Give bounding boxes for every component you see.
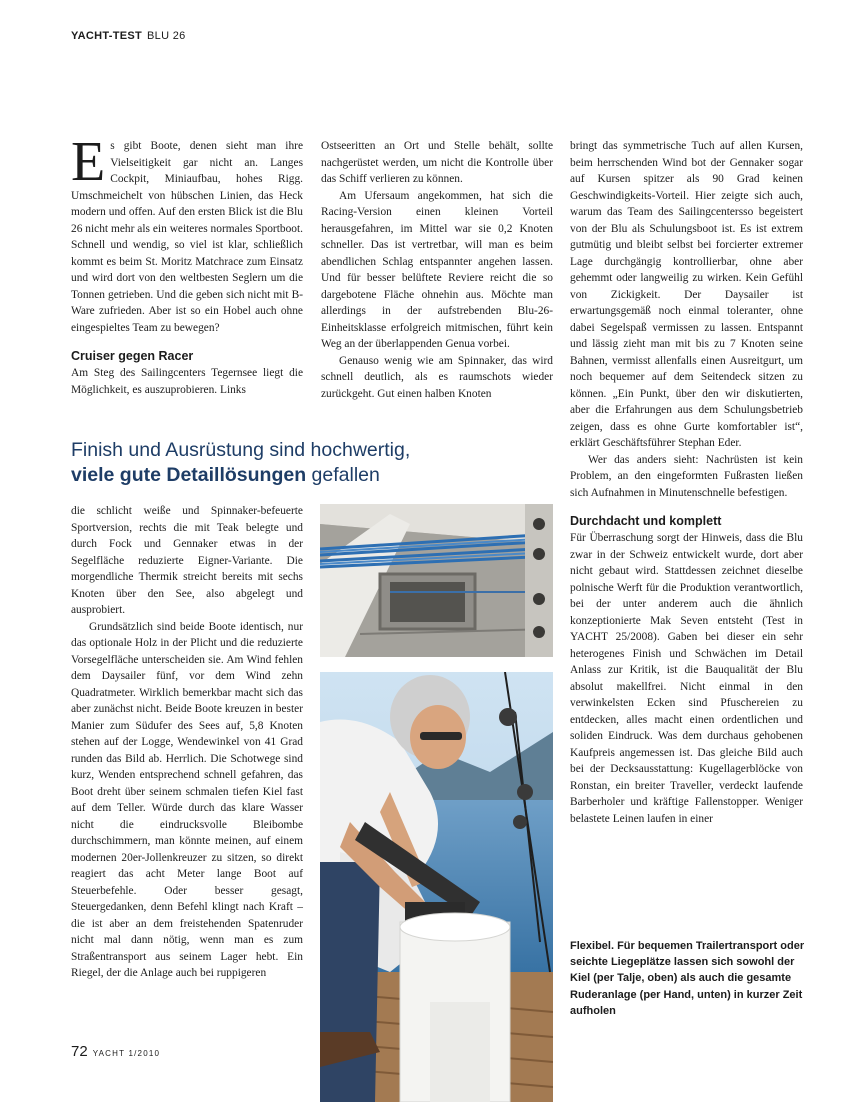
paragraph: Für Überraschung sorgt der Hinweis, dass die Blu zwar in der Schweiz entwickelt wurde, dort aber nicht gebaut wird. Stattdessen zeichnet dieselbe polnische Werft für die Produktion verantwortlich, bei der unter anderem auch die ähnlich konzeptionierte Mak Seven entsteht (Test in YACHT 25/2008). Gaben bei dieser ein sehr heterogenes Finish und Schwächen im Detail Anlass zur Kritik, ist die Bauqualität der Blu absolut makellfrei. Nicht einmal in den verwinkelsten Ecken sind Pfuschereien zu entdecken, alles macht einen ordentlichen und soliden Eindruck. Was dem durchaus gehobenen Kaufpreis angemessen ist. Das gleiche Bild auch bei der Decksausstattung: Kugellagerblöcke von Ronstan, ein breiter Traveller, verdeckt laufende Barberholer und kräftige Fallenstopper. Weniger belastete Leinen laufen in einer bbox=[570, 532, 803, 825]
intro-paragraph: Es gibt Boote, denen sieht man ihre Vielseitigkeit gar nicht an. Langes Cockpit, Miniaufbau, hohes Rigg. Umschmeichelt von hübschen Linien, das Heck modern und offen. Auf den ersten Blick ist die Blu 26 nicht mehr als ein weiteres normales Sportboot. Schnell und wendig, so viel ist klar, schließlich kommt es beim St. Moritz Matchrace zum Einsatz und wird dort von den weltbesten Seglern um die Tonnen getrieben. Und die geben sich nicht mit B-Ware zufrieden. Aber ist so ein Hobel auch ohne eingespieltes Team zu bewegen? bbox=[71, 131, 303, 334]
paragraph: bringt das symmetrische Tuch auf allen Kursen, beim herrschenden Wind bot der Gennaker sogar auf Kursen spitzer als 90 Grad keinen Geschwindigkeits-Vorteil. Hier zeigte sich auch, warum das Team des Sailingcentersso begeistert von der Blu als Schulungsboot ist. Es ist extrem gutmütig und bleibt selbst bei forcierter extremer Lage durchgängig kontrollierbar, ohne aber gehemmt oder langweilig zu wirken. Kein Gefühl von Zickigkeit. Der Daysailer ist erwartungsgemäß noch einmal toleranter, ohne dabei Segelspaß vermissen zu lassen. Entspannt und lässig zieht man mit bis zu 7 Knoten seine Bahnen, vermisst allenfalls einen Ausreitgurt, um noch bequemer auf dem Seitendeck sitzen zu können. „Ein Punkt, über den wir diskutierten, aber die Erfahrungen aus dem Schulungsbetrieb zeigen, dass es ohne Gurte komfortabler ist“, erklärt Geschäftsführer Stephan Eder. bbox=[570, 140, 803, 449]
pull-quote-line-1: Finish und Ausrüstung sind hochwertig, bbox=[71, 439, 411, 461]
section-label: YACHT-TEST bbox=[71, 30, 143, 42]
article-column-1 bbox=[71, 131, 303, 398]
test-model-label: BLU 26 bbox=[147, 30, 186, 42]
paragraph: Am Steg des Sailingcenters Tegernsee liegt die Möglichkeit, es auszuprobieren. Links bbox=[71, 367, 303, 396]
pull-quote bbox=[71, 438, 551, 488]
subhead-durchdacht: Durchdacht und komplett bbox=[570, 514, 722, 528]
article-column-2 bbox=[321, 138, 553, 402]
subhead-cruiser-racer: Cruiser gegen Racer bbox=[71, 349, 194, 363]
rudder-lifting-photo bbox=[320, 672, 553, 1102]
paragraph: die schlicht weiße und Spinnaker-befeuerte Sportversion, rechts die mit Teak belegte und durch Fock und Gennaker etwas in der Segelfläche reduzierte Eigner-Variante. Die morgendliche Thermik streicht bereits mit sechs Knoten über den See, also abgelegt und ausprobiert. bbox=[71, 505, 303, 616]
drop-cap: E bbox=[71, 131, 106, 193]
article-column-3 bbox=[570, 138, 803, 827]
magazine-issue: YACHT 1/2010 bbox=[92, 1049, 161, 1058]
pull-quote-line-2: viele gute Detaillösungen gefallen bbox=[71, 464, 380, 486]
paragraph: Ostseeritten an Ort und Stelle behält, sollte nachgerüstet werden, um nicht die Kontrolle über das Schiff verlieren zu können. bbox=[321, 140, 553, 185]
rudder-lifting-illustration bbox=[320, 672, 553, 1102]
page-footer bbox=[71, 1043, 160, 1061]
photo-caption: Flexibel. Für bequemen Trailertransport oder seichte Liegeplätze lassen sich sowohl der Kiel (per Talje, oben) als auch die gesamte Ruderanlage (per Hand, unten) in kurzer Zeit aufholen bbox=[570, 940, 805, 1017]
paragraph: Grundsätzlich sind beide Boote identisch, nur das optionale Holz in der Plicht und die reduzierte Vorsegelfläche unterscheiden sie. Am Wind fehlen dem Daysailer fünf, vor dem Wind zehn Quadratmeter. Wirklich bemerkbar macht sich das aber zunächst nicht. Beide Boote kreuzen in bester Manier zum Südufer des Sees auf, 5,8 Knoten stehen auf der Logge, Wendewinkel von 41 Grad runden das Bild ab. Herrlich. Die Schotwege sind kurz, Wenden entsprechend schnell gefahren, das Boot dreht über seinem schmalen tiefen Kiel fast auf dem Teller. Würde durch das klare Wasser nicht die eindrucksvolle Bleibombe durchschimmern, man könnte meinen, auf einem modernen 20er-Jollenkreuzer zu sitzen, so direkt reagiert das acht Meter lange Boot auf Steuerbefehle. Oder besser gesagt, Steuergedanken, denn Befehl klingt nach Kraft – die ist aber an dem freistehenden Spatenruder nicht mal dann nötig, wenn man es zum Straßentransport aus seinem Lager hebt. Ein Riegel, der die Anlage auch bei ruppigeren bbox=[71, 620, 303, 979]
keel-lifting-illustration bbox=[320, 504, 553, 657]
page-number: 72 bbox=[71, 1043, 88, 1060]
paragraph: Genauso wenig wie am Spinnaker, das wird schnell deutlich, als es raumschots wieder zurückgeht. Gut einen halben Knoten bbox=[321, 354, 553, 400]
paragraph: Wer das anders sieht: Nachrüsten ist kein Problem, an den eingeformten Fußrasten ließen sich Aufnahmen in Minutenschnelle befestigen. bbox=[570, 453, 803, 499]
paragraph: Am Ufersaum angekommen, hat sich die Racing-Version einen kleinen Vorteil herausgefahren, im Mittel war sie 0,2 Knoten schneller. Das ist vertretbar, will man es beim abendlichen Schlag entspannter angehen lassen. Und für besser belüftete Reviere reicht die so dargebotene Fläche ohnehin aus. Möchte man allerdings in der aufstrebenden Blu-26-Einheitsklasse erfolgreich mitmischen, führt kein Weg an der überlappenden Genua vorbei. bbox=[321, 189, 553, 350]
running-header bbox=[71, 30, 186, 42]
article-column-1-continued bbox=[71, 503, 303, 982]
keel-lifting-photo bbox=[320, 504, 553, 657]
